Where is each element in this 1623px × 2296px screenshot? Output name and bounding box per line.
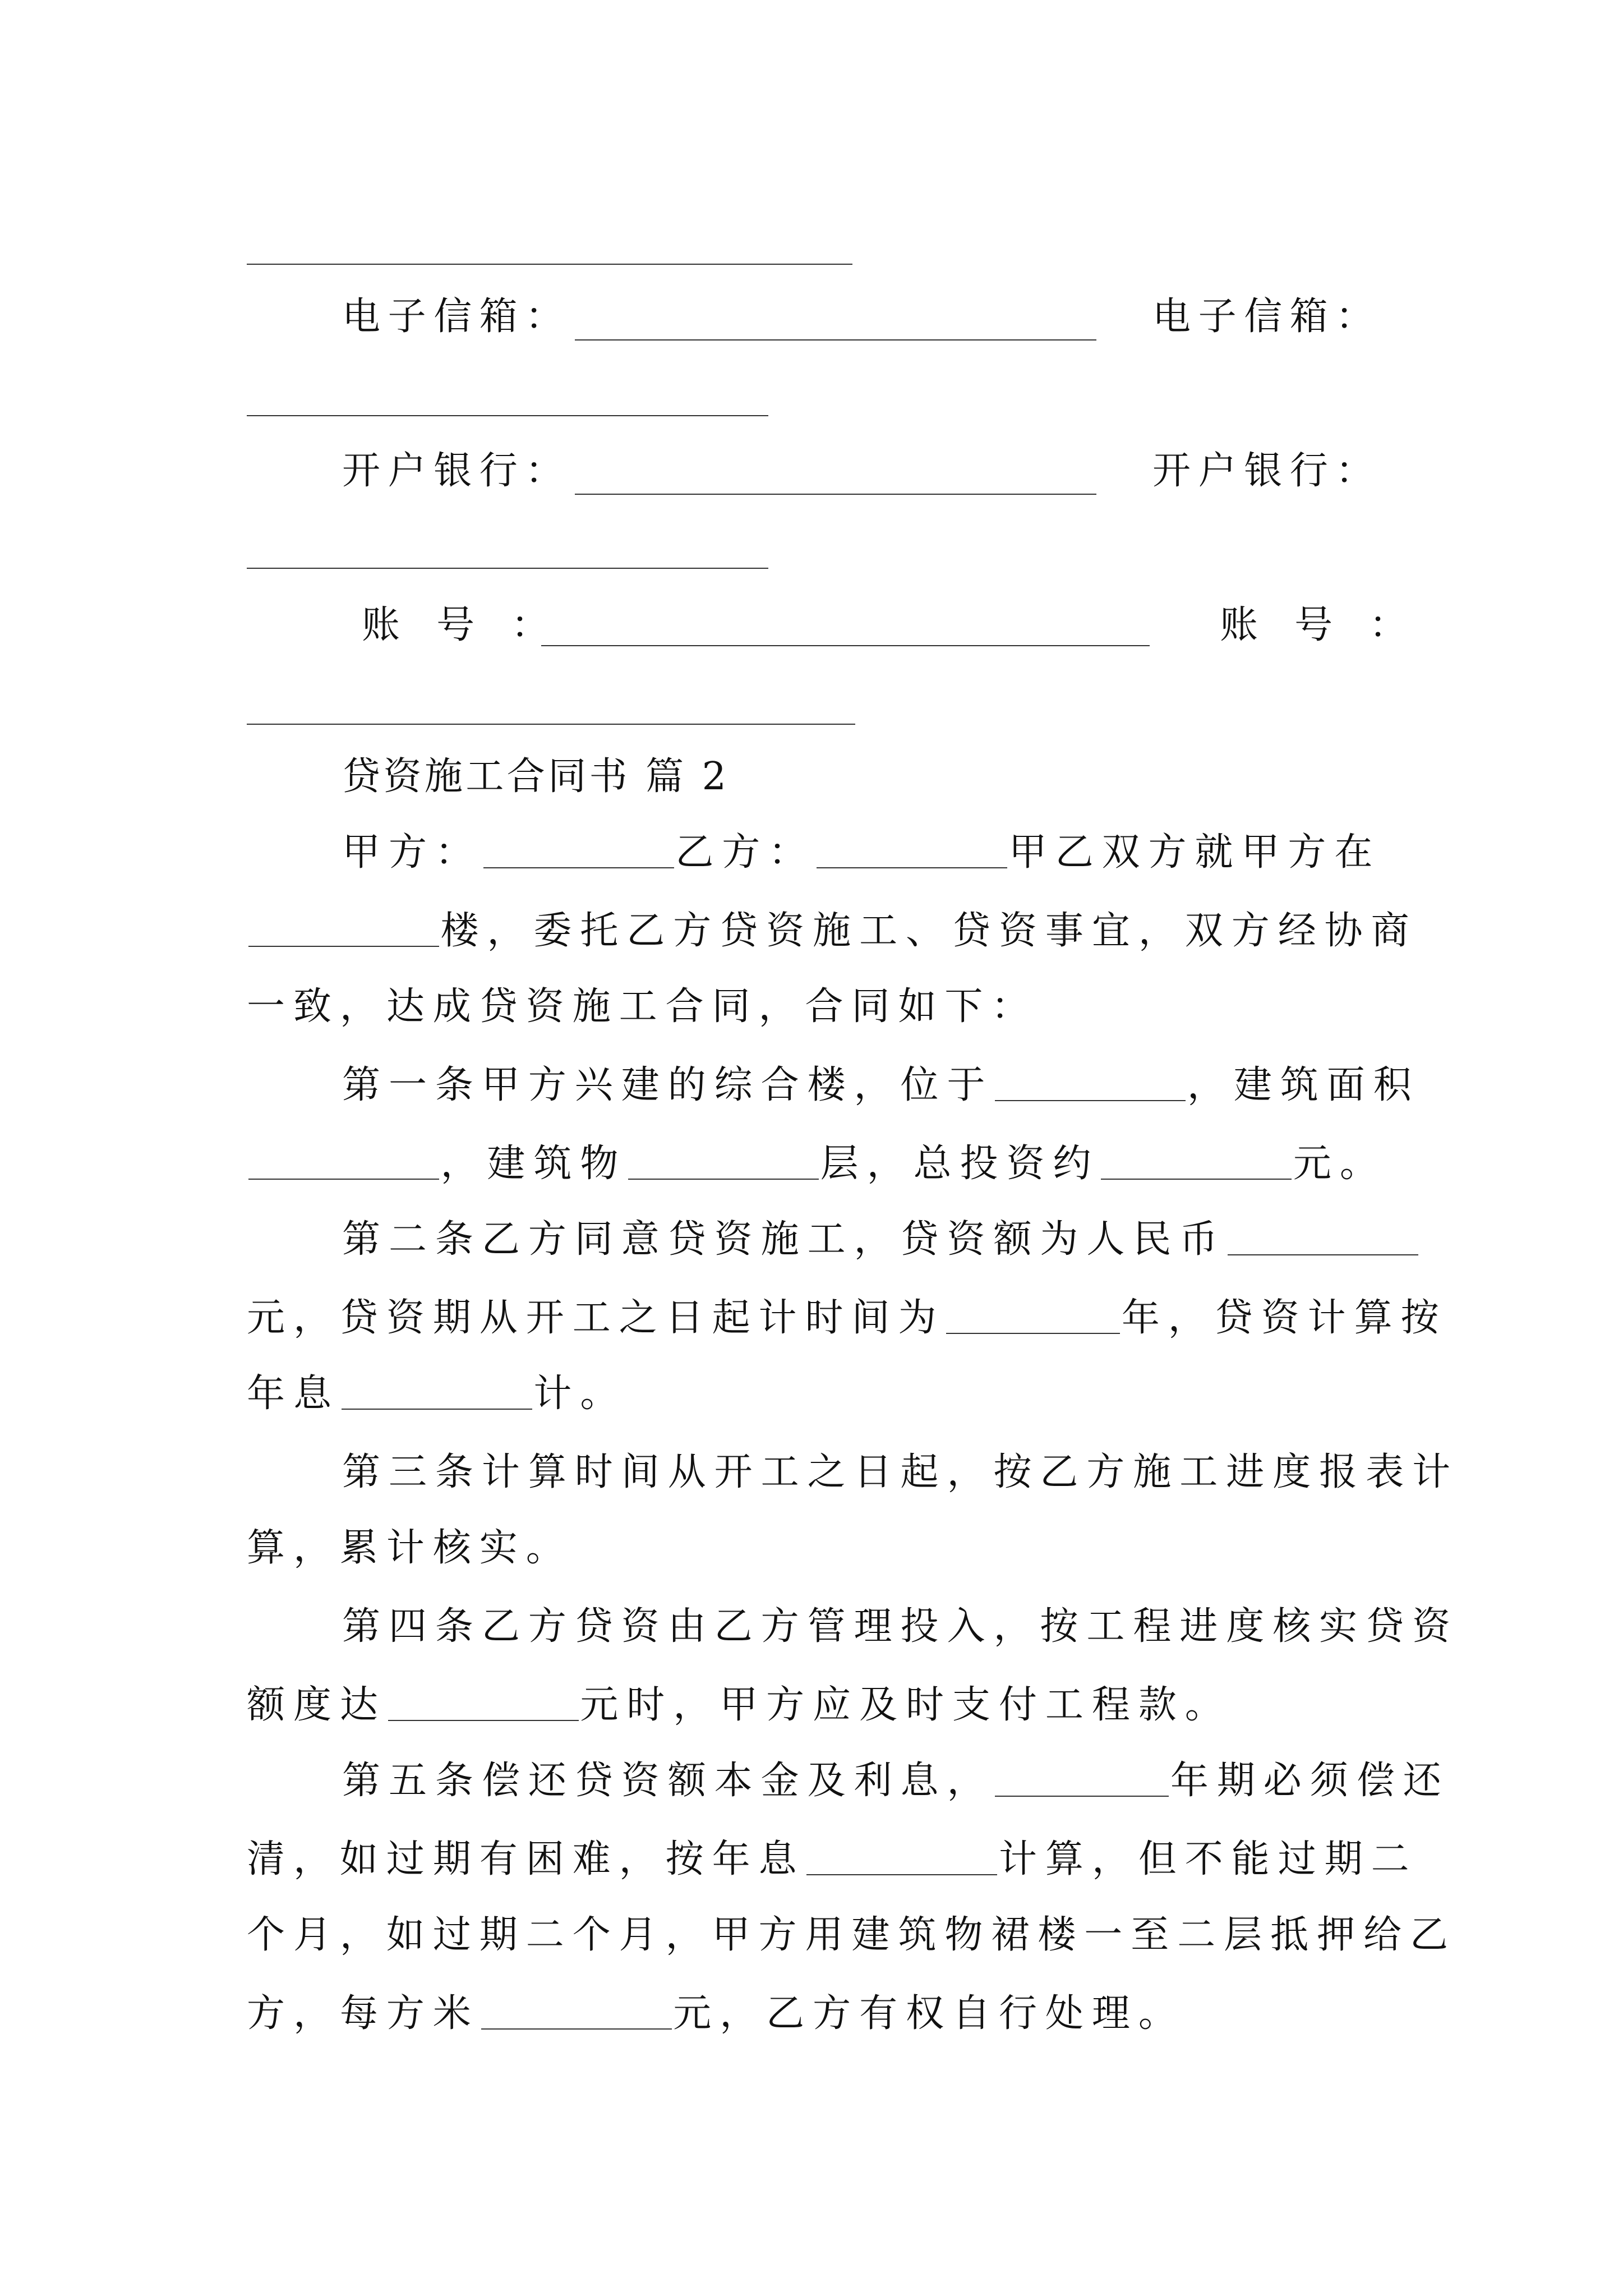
account-label-party-a: 账 号 ： [362,603,562,647]
email-label-party-b: 电子信箱： [1152,295,1382,339]
blank-site [995,1100,1186,1101]
body-line [342,1214,1420,1265]
body-line [247,1523,573,1573]
body-text: ，建筑物 [440,1142,627,1186]
blank-investment [1101,1179,1292,1180]
top-underline [247,264,852,265]
account-blank-party-a [541,645,1150,646]
body-line [247,1834,1418,1885]
body-text: 甲方： [342,830,482,875]
body-text: 乙方： [675,830,815,875]
body-text: 元，乙方有权自行处理。 [673,1991,1185,2036]
bank-label-party-a: 开户银行： [342,449,571,493]
body-text: 年，贷资计算按 [1121,1296,1447,1340]
bank-label-party-b: 开户银行： [1152,449,1382,493]
blank-price-per-sqm [481,2028,672,2030]
body-text: 年息 [247,1372,340,1416]
blank-repay-years [995,1796,1169,1797]
body-line [247,906,1418,956]
body-text: 额度达 [247,1683,386,1727]
body-text: 算，累计核实。 [247,1526,573,1570]
body-line [247,1369,626,1419]
body-line [342,1756,1450,1806]
body-line [247,1989,1185,2039]
body-line [247,1680,1232,1731]
body-line [247,1293,1447,1343]
bank-blank-party-a [575,494,1096,495]
account-label-party-b: 账 号 ： [1220,603,1420,647]
blank-loan-amount [1228,1254,1418,1255]
section-title: 贷资施工合同书 篇 2 [342,754,730,799]
body-text: 方，每方米 [247,1991,479,2036]
body-text: 清，如过期有困难，按年息 [247,1837,805,1881]
body-text: 一致，达成贷资施工合同，合同如下： [247,984,1038,1029]
body-text: 元，贷资期从开工之日起计时间为 [247,1296,945,1340]
body-text: 第三条计算时间从开工之日起，按乙方施工进度报表计 [342,1450,1459,1494]
body-line [247,1910,1456,1961]
body-text: 甲乙双方就甲方在 [1008,830,1381,875]
body-text: ，建筑面积 [1187,1063,1420,1107]
blank-party-a [483,867,674,868]
body-text: 计。 [533,1372,627,1416]
email-label-party-a: 电子信箱： [342,295,571,339]
blank-overdue-rate [806,1874,997,1875]
blank-quota [388,1720,579,1721]
blank-floors [628,1179,819,1180]
body-line [342,1602,1459,1652]
body-text: 元。 [1293,1142,1386,1186]
body-text: 第二条乙方同意贷资施工，贷资额为人民币 [342,1217,1227,1262]
blank-loan-years [946,1333,1120,1334]
body-text: 个月，如过期二个月，甲方用建筑物裙楼一至二层抵押给乙 [247,1913,1456,1957]
body-text: 层，总投资约 [820,1142,1100,1186]
body-text: 楼，委托乙方贷资施工、贷资事宜，双方经协商 [440,909,1418,953]
body-text: 第一条甲方兴建的综合楼，位于 [342,1063,994,1107]
body-line [342,1447,1459,1498]
blank-interest-rate [342,1409,532,1410]
account-blank-party-b [247,724,855,725]
body-text: 年期必须偿还 [1170,1759,1450,1803]
email-blank-party-a [575,339,1096,341]
blank-party-b [817,867,1007,868]
blank-area [248,1179,439,1180]
blank-location [248,946,439,947]
body-line [342,827,1381,878]
body-line [342,1060,1420,1111]
body-text: 第四条乙方贷资由乙方管理投入，按工程进度核实贷资 [342,1604,1459,1649]
body-text: 第五条偿还贷资额本金及利息， [342,1759,994,1803]
body-line [247,982,1038,1032]
email-blank-party-b [247,415,768,416]
bank-blank-party-b [247,568,768,569]
body-text: 元时，甲方应及时支付工程款。 [580,1683,1232,1727]
body-text: 计算，但不能过期二 [998,1837,1418,1881]
body-line [247,1139,1386,1189]
